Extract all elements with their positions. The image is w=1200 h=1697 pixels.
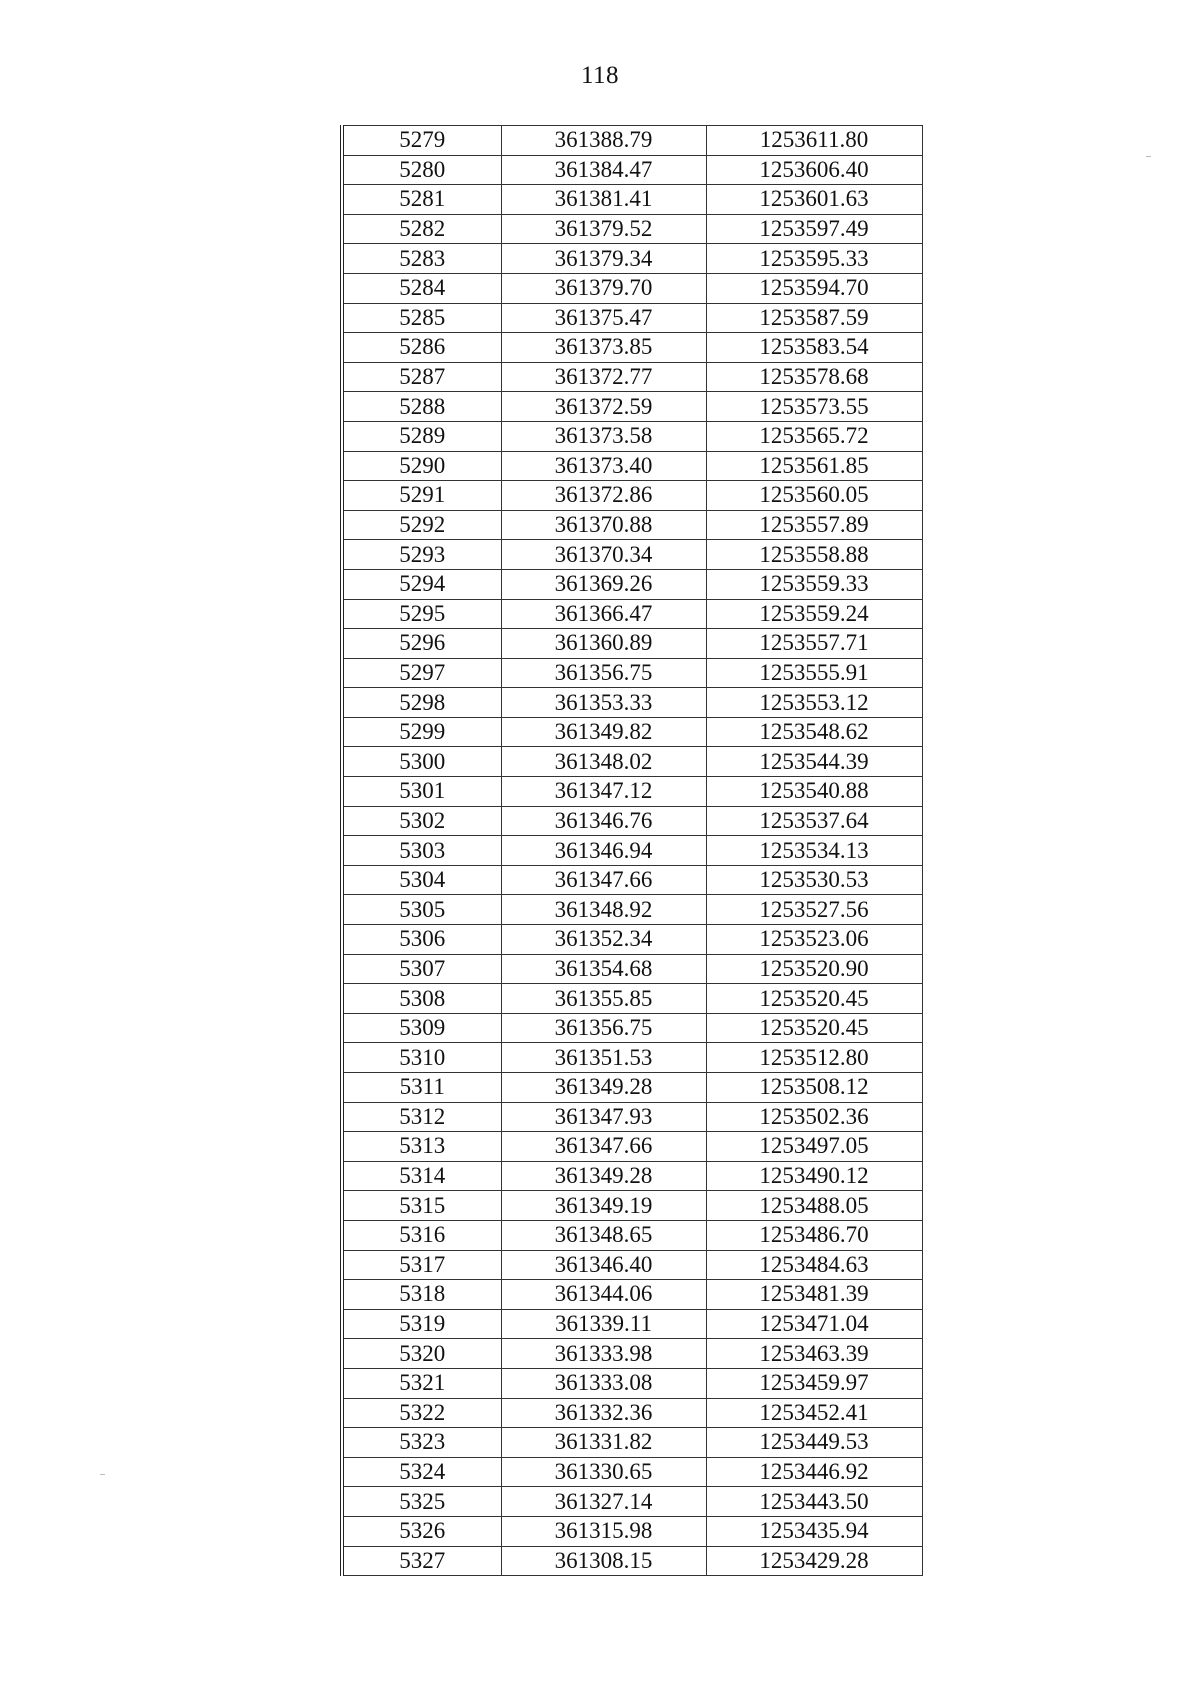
y-coordinate-cell: 1253578.68: [706, 362, 922, 392]
y-coordinate-cell: 1253555.91: [706, 658, 922, 688]
point-id-cell: 5293: [342, 540, 501, 570]
point-id-cell: 5300: [342, 747, 501, 777]
table-row: [342, 481, 922, 511]
x-coordinate-cell: 361372.86: [501, 481, 706, 511]
table-row: [342, 747, 922, 777]
point-id-cell: 5318: [342, 1280, 501, 1310]
y-coordinate-cell: 1253429.28: [706, 1546, 922, 1576]
table-row: [342, 806, 922, 836]
point-id-cell: 5327: [342, 1546, 501, 1576]
x-coordinate-cell: 361339.11: [501, 1309, 706, 1339]
x-coordinate-cell: 361355.85: [501, 984, 706, 1014]
y-coordinate-cell: 1253484.63: [706, 1250, 922, 1280]
table-row: [342, 362, 922, 392]
point-id-cell: 5297: [342, 658, 501, 688]
x-coordinate-cell: 361351.53: [501, 1043, 706, 1073]
x-coordinate-cell: 361349.28: [501, 1161, 706, 1191]
point-id-cell: 5304: [342, 865, 501, 895]
x-coordinate-cell: 361332.36: [501, 1398, 706, 1428]
table-row: [342, 392, 922, 422]
table-row: [342, 984, 922, 1014]
y-coordinate-cell: 1253527.56: [706, 895, 922, 925]
table-row: [342, 688, 922, 718]
table-row: [342, 1487, 922, 1517]
y-coordinate-cell: 1253452.41: [706, 1398, 922, 1428]
x-coordinate-cell: 361333.98: [501, 1339, 706, 1369]
point-id-cell: 5311: [342, 1073, 501, 1103]
y-coordinate-cell: 1253559.24: [706, 599, 922, 629]
point-id-cell: 5290: [342, 451, 501, 481]
point-id-cell: 5322: [342, 1398, 501, 1428]
point-id-cell: 5315: [342, 1191, 501, 1221]
y-coordinate-cell: 1253534.13: [706, 836, 922, 866]
table-row: [342, 1546, 922, 1576]
point-id-cell: 5289: [342, 421, 501, 451]
table-row: [342, 599, 922, 629]
x-coordinate-cell: 361346.94: [501, 836, 706, 866]
x-coordinate-cell: 361352.34: [501, 925, 706, 955]
y-coordinate-cell: 1253561.85: [706, 451, 922, 481]
point-id-cell: 5287: [342, 362, 501, 392]
y-coordinate-cell: 1253502.36: [706, 1102, 922, 1132]
point-id-cell: 5305: [342, 895, 501, 925]
table-row: [342, 1161, 922, 1191]
x-coordinate-cell: 361349.82: [501, 717, 706, 747]
point-id-cell: 5308: [342, 984, 501, 1014]
x-coordinate-cell: 361356.75: [501, 658, 706, 688]
table-row: [342, 954, 922, 984]
table-row: [342, 865, 922, 895]
y-coordinate-cell: 1253486.70: [706, 1220, 922, 1250]
coordinates-table: [340, 125, 923, 1576]
y-coordinate-cell: 1253565.72: [706, 421, 922, 451]
table-row: [342, 569, 922, 599]
y-coordinate-cell: 1253488.05: [706, 1191, 922, 1221]
table-row: [342, 1398, 922, 1428]
table-row: [342, 777, 922, 807]
table-row: [342, 658, 922, 688]
x-coordinate-cell: 361315.98: [501, 1516, 706, 1546]
table-row: [342, 214, 922, 244]
scan-mark: [100, 1474, 105, 1475]
y-coordinate-cell: 1253601.63: [706, 185, 922, 215]
y-coordinate-cell: 1253537.64: [706, 806, 922, 836]
point-id-cell: 5313: [342, 1132, 501, 1162]
table-row: [342, 421, 922, 451]
point-id-cell: 5291: [342, 481, 501, 511]
table-row: [342, 1132, 922, 1162]
y-coordinate-cell: 1253587.59: [706, 303, 922, 333]
table-row: [342, 244, 922, 274]
table-row: [342, 1013, 922, 1043]
point-id-cell: 5303: [342, 836, 501, 866]
table-row: [342, 836, 922, 866]
y-coordinate-cell: 1253471.04: [706, 1309, 922, 1339]
point-id-cell: 5295: [342, 599, 501, 629]
y-coordinate-cell: 1253463.39: [706, 1339, 922, 1369]
y-coordinate-cell: 1253530.53: [706, 865, 922, 895]
y-coordinate-cell: 1253520.45: [706, 1013, 922, 1043]
point-id-cell: 5282: [342, 214, 501, 244]
y-coordinate-cell: 1253435.94: [706, 1516, 922, 1546]
point-id-cell: 5314: [342, 1161, 501, 1191]
point-id-cell: 5301: [342, 777, 501, 807]
x-coordinate-cell: 361330.65: [501, 1457, 706, 1487]
point-id-cell: 5286: [342, 333, 501, 363]
page-number: 118: [580, 62, 620, 89]
point-id-cell: 5310: [342, 1043, 501, 1073]
point-id-cell: 5281: [342, 185, 501, 215]
y-coordinate-cell: 1253557.89: [706, 510, 922, 540]
table-row: [342, 273, 922, 303]
x-coordinate-cell: 361366.47: [501, 599, 706, 629]
y-coordinate-cell: 1253520.90: [706, 954, 922, 984]
point-id-cell: 5321: [342, 1368, 501, 1398]
table-row: [342, 1250, 922, 1280]
y-coordinate-cell: 1253559.33: [706, 569, 922, 599]
y-coordinate-cell: 1253606.40: [706, 155, 922, 185]
y-coordinate-cell: 1253583.54: [706, 333, 922, 363]
y-coordinate-cell: 1253548.62: [706, 717, 922, 747]
x-coordinate-cell: 361344.06: [501, 1280, 706, 1310]
table-row: [342, 925, 922, 955]
table-row: [342, 540, 922, 570]
table-row: [342, 1309, 922, 1339]
y-coordinate-cell: 1253446.92: [706, 1457, 922, 1487]
y-coordinate-cell: 1253481.39: [706, 1280, 922, 1310]
x-coordinate-cell: 361347.12: [501, 777, 706, 807]
x-coordinate-cell: 361349.19: [501, 1191, 706, 1221]
y-coordinate-cell: 1253512.80: [706, 1043, 922, 1073]
point-id-cell: 5279: [342, 126, 501, 156]
table-row: [342, 333, 922, 363]
table-row: [342, 1073, 922, 1103]
point-id-cell: 5284: [342, 273, 501, 303]
y-coordinate-cell: 1253560.05: [706, 481, 922, 511]
x-coordinate-cell: 361373.58: [501, 421, 706, 451]
point-id-cell: 5326: [342, 1516, 501, 1546]
x-coordinate-cell: 361347.93: [501, 1102, 706, 1132]
x-coordinate-cell: 361370.88: [501, 510, 706, 540]
table-row: [342, 1428, 922, 1458]
x-coordinate-cell: 361379.70: [501, 273, 706, 303]
x-coordinate-cell: 361381.41: [501, 185, 706, 215]
y-coordinate-cell: 1253443.50: [706, 1487, 922, 1517]
point-id-cell: 5298: [342, 688, 501, 718]
y-coordinate-cell: 1253573.55: [706, 392, 922, 422]
point-id-cell: 5325: [342, 1487, 501, 1517]
table-row: [342, 126, 922, 156]
x-coordinate-cell: 361348.92: [501, 895, 706, 925]
table-row: [342, 1043, 922, 1073]
scan-mark: [1146, 156, 1151, 157]
x-coordinate-cell: 361349.28: [501, 1073, 706, 1103]
x-coordinate-cell: 361353.33: [501, 688, 706, 718]
x-coordinate-cell: 361379.34: [501, 244, 706, 274]
point-id-cell: 5299: [342, 717, 501, 747]
x-coordinate-cell: 361331.82: [501, 1428, 706, 1458]
x-coordinate-cell: 361384.47: [501, 155, 706, 185]
y-coordinate-cell: 1253497.05: [706, 1132, 922, 1162]
point-id-cell: 5294: [342, 569, 501, 599]
x-coordinate-cell: 361372.77: [501, 362, 706, 392]
point-id-cell: 5302: [342, 806, 501, 836]
table-row: [342, 1220, 922, 1250]
table-row: [342, 1102, 922, 1132]
point-id-cell: 5288: [342, 392, 501, 422]
x-coordinate-cell: 361375.47: [501, 303, 706, 333]
point-id-cell: 5280: [342, 155, 501, 185]
y-coordinate-cell: 1253508.12: [706, 1073, 922, 1103]
x-coordinate-cell: 361327.14: [501, 1487, 706, 1517]
point-id-cell: 5307: [342, 954, 501, 984]
y-coordinate-cell: 1253523.06: [706, 925, 922, 955]
coordinates-table-body: [342, 126, 922, 1576]
x-coordinate-cell: 361369.26: [501, 569, 706, 599]
y-coordinate-cell: 1253594.70: [706, 273, 922, 303]
x-coordinate-cell: 361348.02: [501, 747, 706, 777]
table-row: [342, 1191, 922, 1221]
point-id-cell: 5317: [342, 1250, 501, 1280]
point-id-cell: 5316: [342, 1220, 501, 1250]
table-row: [342, 155, 922, 185]
table-row: [342, 1339, 922, 1369]
x-coordinate-cell: 361373.40: [501, 451, 706, 481]
x-coordinate-cell: 361356.75: [501, 1013, 706, 1043]
x-coordinate-cell: 361354.68: [501, 954, 706, 984]
table-row: [342, 717, 922, 747]
y-coordinate-cell: 1253459.97: [706, 1368, 922, 1398]
table-row: [342, 1280, 922, 1310]
x-coordinate-cell: 361348.65: [501, 1220, 706, 1250]
y-coordinate-cell: 1253595.33: [706, 244, 922, 274]
x-coordinate-cell: 361388.79: [501, 126, 706, 156]
table-row: [342, 451, 922, 481]
point-id-cell: 5312: [342, 1102, 501, 1132]
point-id-cell: 5324: [342, 1457, 501, 1487]
x-coordinate-cell: 361347.66: [501, 865, 706, 895]
point-id-cell: 5319: [342, 1309, 501, 1339]
table-row: [342, 303, 922, 333]
point-id-cell: 5306: [342, 925, 501, 955]
x-coordinate-cell: 361372.59: [501, 392, 706, 422]
y-coordinate-cell: 1253520.45: [706, 984, 922, 1014]
y-coordinate-cell: 1253553.12: [706, 688, 922, 718]
y-coordinate-cell: 1253449.53: [706, 1428, 922, 1458]
point-id-cell: 5285: [342, 303, 501, 333]
x-coordinate-cell: 361346.40: [501, 1250, 706, 1280]
point-id-cell: 5283: [342, 244, 501, 274]
point-id-cell: 5323: [342, 1428, 501, 1458]
y-coordinate-cell: 1253597.49: [706, 214, 922, 244]
table-row: [342, 895, 922, 925]
x-coordinate-cell: 361346.76: [501, 806, 706, 836]
y-coordinate-cell: 1253557.71: [706, 629, 922, 659]
table-row: [342, 1368, 922, 1398]
y-coordinate-cell: 1253544.39: [706, 747, 922, 777]
y-coordinate-cell: 1253540.88: [706, 777, 922, 807]
point-id-cell: 5309: [342, 1013, 501, 1043]
table-row: [342, 510, 922, 540]
x-coordinate-cell: 361373.85: [501, 333, 706, 363]
table-row: [342, 1516, 922, 1546]
point-id-cell: 5296: [342, 629, 501, 659]
x-coordinate-cell: 361370.34: [501, 540, 706, 570]
table-row: [342, 185, 922, 215]
x-coordinate-cell: 361360.89: [501, 629, 706, 659]
y-coordinate-cell: 1253611.80: [706, 126, 922, 156]
table-row: [342, 629, 922, 659]
point-id-cell: 5292: [342, 510, 501, 540]
x-coordinate-cell: 361308.15: [501, 1546, 706, 1576]
x-coordinate-cell: 361379.52: [501, 214, 706, 244]
y-coordinate-cell: 1253490.12: [706, 1161, 922, 1191]
point-id-cell: 5320: [342, 1339, 501, 1369]
y-coordinate-cell: 1253558.88: [706, 540, 922, 570]
table-row: [342, 1457, 922, 1487]
x-coordinate-cell: 361347.66: [501, 1132, 706, 1162]
x-coordinate-cell: 361333.08: [501, 1368, 706, 1398]
